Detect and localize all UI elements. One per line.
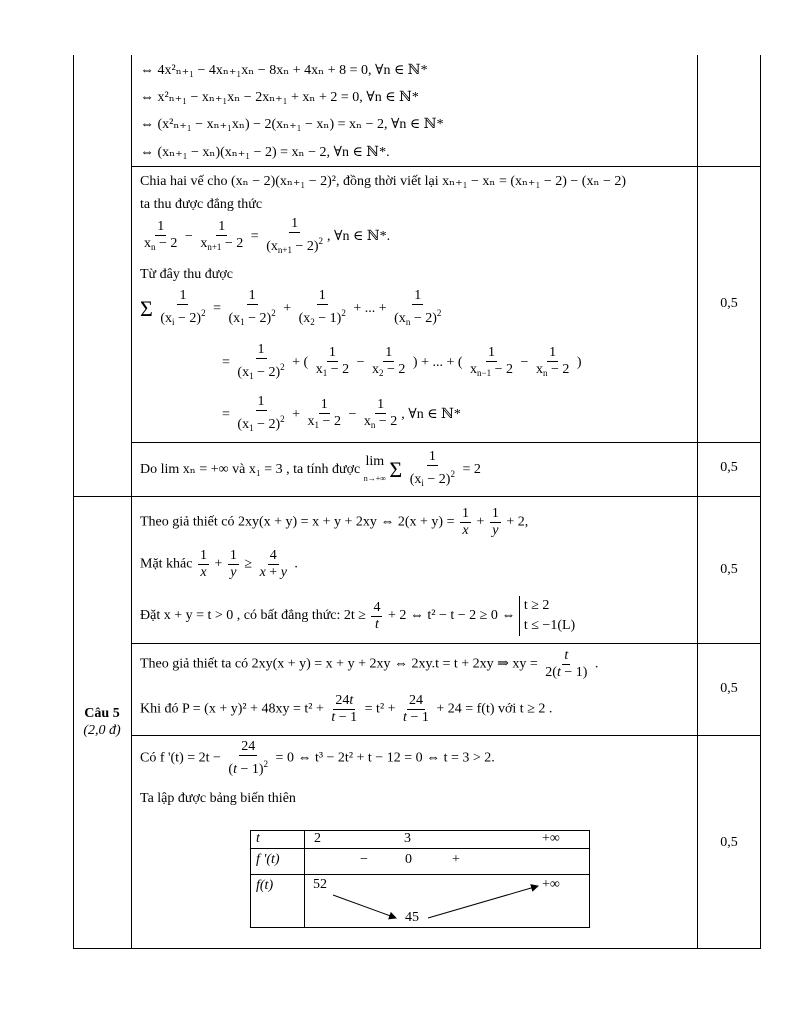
limit-result: = 2 — [462, 462, 481, 478]
f-value: 52 — [313, 877, 327, 892]
cau5-text: Theo giả thiết ta có 2xy(x + y) = x + y + 2xy ⇔ 2xy.t = t + 2xy ⇒ xy = — [140, 656, 538, 672]
equation-line-4: ⇔ (xₙ₊₁ − xₙ)(xₙ₊₁ − 2) = xₙ − 2, ∀n ∈ ℕ*. — [140, 145, 390, 160]
sum-equation-3: = $\frac{1}{(x_1 - 2)^2}$ + $\frac{1}{x_1 - 2}$ − $\frac{1}{x_n - 2}$ , ∀n ∈ ℕ* — [222, 394, 461, 433]
equation-line-2: ⇔ x²ₙ₊₁ − xₙ₊₁xₙ − 2xₙ₊₁ + xₙ + 2 = 0, ∀n ∈ ℕ* — [140, 90, 419, 105]
forall-text: , ∀n ∈ ℕ*. — [327, 229, 391, 245]
sum-equation-1: Σ $\frac{1}{(x_i - 2)^2}$ = $\frac{1}{(x_1 - 2)^2}$ + $\frac{1}{(x_2 - 1)^2}$ + ... + $\frac{1}{(x_n - 2)^2}$ — [140, 288, 442, 327]
cau5-text: Mặt khác — [140, 556, 193, 572]
header-t: t — [256, 831, 260, 846]
case-1: t ≥ 2 — [523, 598, 550, 613]
sum-equation-2: = $\frac{1}{(x_1 - 2)^2}$ + ( $\frac{1}{x_1 - 2}$ − $\frac{1}{x_2 - 2}$ ) + ... + ( $\frac{1}{x_{n-1} - 2}$ − $\frac{1}{x_n - 2}$ ) — [222, 342, 582, 381]
cau5-line-2: Mặt khác $\frac{1}{x}$ + $\frac{1}{y}$ ≥ $\frac{4}{x + y}$ . — [140, 548, 298, 580]
forall-text: , ∀n ∈ ℕ* — [401, 407, 461, 423]
cau5-line-4: Theo giả thiết ta có 2xy(x + y) = x + y + 2xy ⇔ 2xy.t = t + 2xy ⇒ xy = $\frac{t}{2(t - 1)}$ . — [140, 648, 599, 680]
f-value: +∞ — [542, 877, 560, 892]
fprime-value: + — [452, 852, 460, 867]
limit-statement: Do lim xₙ = +∞ và x₁ = 3 , ta tính được — [140, 462, 361, 478]
block2-text-2: ta thu được đẳng thức — [140, 197, 263, 212]
cau5-text: Đặt x + y = t > 0 , có bất đẳng thức: 2t ≥ — [140, 608, 366, 624]
question-points: (2,0 đ) — [83, 723, 121, 738]
question-label: Câu 5 — [84, 706, 120, 721]
decrease-arrow — [333, 895, 396, 918]
score: 0,5 — [720, 296, 738, 311]
fprime-value: − — [360, 852, 368, 867]
equation-line-3: ⇔ (x²ₙ₊₁ − xₙ₊₁xₙ) − 2(xₙ₊₁ − xₙ) = xₙ − 2, ∀n ∈ ℕ* — [140, 117, 444, 132]
header-f: f(t) — [256, 878, 274, 893]
cau5-line-1: Theo giả thiết có 2xy(x + y) = x + y + 2xy ⇔ 2(x + y) = $\frac{1}{x}$ + $\frac{1}{y}$ + 2, — [140, 506, 529, 538]
cau5-text: ≥ — [244, 556, 253, 572]
score: 0,5 — [720, 562, 738, 577]
header-fprime: f '(t) — [256, 852, 280, 867]
cau5-text: Có f '(t) = 2t − — [140, 750, 221, 766]
score: 0,5 — [720, 681, 738, 696]
cau5-text: Khi đó P = (x + y)² + 48xy = t² + — [140, 701, 324, 717]
block2-text-1: Chia hai vế cho (xₙ − 2)(xₙ₊₁ − 2)², đồng thời viết lại xₙ₊₁ − xₙ = (xₙ₊₁ − 2) − (xₙ − 2) — [140, 174, 627, 189]
cau5-line-5: Khi đó P = (x + y)² + 48xy = t² + $\frac{24t}{t - 1}$ = t² + $\frac{24}{t - 1}$ + 24 = f(t) với t ≥ 2 . — [140, 693, 553, 725]
f-value: 45 — [405, 910, 419, 925]
cau5-line-3: Đặt x + y = t > 0 , có bất đẳng thức: 2t ≥ $\frac{4}{t}$ + 2 ⇔ t² − t − 2 ≥ 0 ⇔ t ≥ 2 t ≤ −1(L) — [140, 596, 575, 636]
cau5-line-7: Ta lập được bảng biến thiên — [140, 791, 296, 806]
equation-line-1: ⇔ 4x²ₙ₊₁ − 4xₙ₊₁xₙ − 8xₙ + 4xₙ + 8 = 0, ∀n ∈ ℕ* — [140, 63, 428, 78]
cau5-text: + 2 ⇔ t² − t − 2 ≥ 0 ⇔ — [387, 608, 516, 624]
cau5-text: = 0 ⇔ t³ − 2t² + t − 12 = 0 ⇔ t = 3 > 2. — [275, 750, 495, 766]
cau5-line-6: Có f '(t) = 2t − $\frac{24}{(t - 1)^2}$ = 0 ⇔ t³ − 2t² + t − 12 = 0 ⇔ t = 3 > 2. — [140, 739, 495, 777]
cau5-text: + 2, — [506, 514, 529, 530]
t-value: 2 — [314, 831, 321, 846]
cau5-text: Theo giả thiết có 2xy(x + y) = x + y + 2xy ⇔ 2(x + y) = — [140, 514, 455, 530]
limit-text: Do lim xₙ = +∞ và x₁ = 3 , ta tính được lim n→+∞ Σ $\frac{1}{(x_i - 2)^2}$ = 2 — [140, 449, 481, 488]
score: 0,5 — [720, 460, 738, 475]
identity-equation: $\frac{1}{x_n - 2}$ − $\frac{1}{x_{n+1} - 2}$ = $\frac{1}{(x_{n+1} - 2)^2}$ , ∀n ∈ ℕ*. — [144, 216, 391, 255]
block2-text-3: Từ đây thu được — [140, 267, 233, 282]
score: 0,5 — [720, 835, 738, 850]
limit-subscript: n→+∞ — [363, 474, 386, 483]
case-2: t ≤ −1(L) — [523, 618, 576, 633]
t-value: 3 — [404, 831, 411, 846]
t-value: +∞ — [542, 831, 560, 846]
increase-arrow — [428, 886, 538, 918]
cau5-text: = t² + — [364, 701, 396, 717]
fprime-value: 0 — [405, 852, 412, 867]
cau5-text: + 24 = f(t) với t ≥ 2 . — [436, 701, 553, 717]
